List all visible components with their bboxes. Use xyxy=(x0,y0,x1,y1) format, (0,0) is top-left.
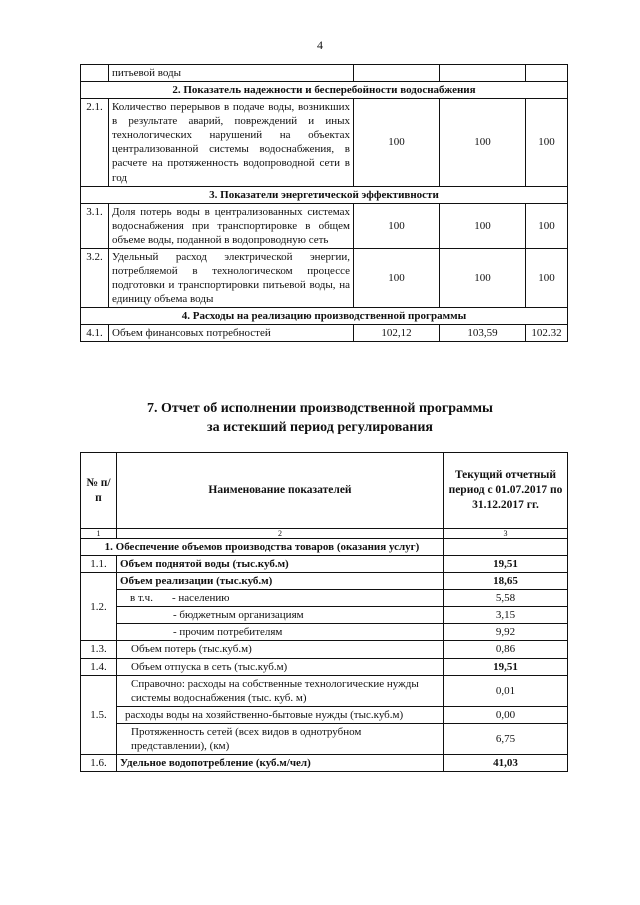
header-num: № п/п xyxy=(81,453,117,529)
table-cell: питьевой воды xyxy=(109,65,354,82)
indicator-value: 3,15 xyxy=(444,607,568,624)
indicator-value: 100 xyxy=(354,248,440,307)
table-row xyxy=(81,325,568,342)
table-row xyxy=(81,99,568,186)
table-row xyxy=(81,641,568,658)
table-row xyxy=(81,65,568,82)
indicator-name: Протяженность сетей (всех видов в однотрубном представлении), (км) xyxy=(117,723,444,754)
table-row xyxy=(81,755,568,772)
indicator-value: 100 xyxy=(526,248,568,307)
table-row xyxy=(81,706,568,723)
section-title: 2. Показатель надежности и бесперебойности водоснабжения xyxy=(81,82,568,99)
indicator-value: 100 xyxy=(354,203,440,248)
row-number: 1.2. xyxy=(81,573,117,641)
row-number: 4.1. xyxy=(81,325,109,342)
indicator-name: Количество перерывов в подаче воды, возникших в результате аварий, повреждений и иных технологических нарушений на объектах централизованной системы водоснабжения, в расчете на протяженность водопроводной сети в год xyxy=(109,99,354,186)
indicator-name: Объем отпуска в сеть (тыс.куб.м) xyxy=(117,658,444,675)
indicator-value: 100 xyxy=(526,99,568,186)
column-number: 3 xyxy=(444,529,568,539)
header-row xyxy=(81,453,568,529)
indicator-name: Объем поднятой воды (тыс.куб.м) xyxy=(117,556,444,573)
table-cell xyxy=(81,65,109,82)
indicator-value: 102.32 xyxy=(526,325,568,342)
table-row xyxy=(81,723,568,754)
table-row xyxy=(81,624,568,641)
indicator-value: 9,92 xyxy=(444,624,568,641)
row-number: 1.5. xyxy=(81,675,117,754)
indicator-name: Удельное водопотребление (куб.м/чел) xyxy=(117,755,444,772)
heading-line: за истекший период регулирования xyxy=(207,419,433,435)
indicator-name: Удельный расход электрической энергии, потребляемой в технологическом процессе подготовки и транспортировки питьевой воды, на единицу объема воды xyxy=(109,248,354,307)
row-number: 3.2. xyxy=(81,248,109,307)
table-row xyxy=(81,556,568,573)
indicator-subitem: - прочим потребителям xyxy=(117,624,444,641)
row-number: 1.6. xyxy=(81,755,117,772)
table-row xyxy=(81,658,568,675)
row-number: 2.1. xyxy=(81,99,109,186)
header-name: Наименование показателей xyxy=(117,453,444,529)
table-cell xyxy=(440,65,526,82)
indicator-value: 41,03 xyxy=(444,755,568,772)
row-number: 1.3. xyxy=(81,641,117,658)
page-number: 4 xyxy=(317,38,323,52)
table-cell xyxy=(354,65,440,82)
indicator-name: Доля потерь воды в централизованных системах водоснабжения при транспортировке в общем объеме воды, поданной в водопроводную сеть xyxy=(109,203,354,248)
column-number: 1 xyxy=(81,529,117,539)
section-row xyxy=(81,186,568,203)
table-row xyxy=(81,203,568,248)
indicator-subitem xyxy=(117,590,444,607)
header-period: Текущий отчетный период с 01.07.2017 по 31.12.2017 гг. xyxy=(444,453,568,529)
table-row xyxy=(81,590,568,607)
table-row xyxy=(81,607,568,624)
indicator-name: Справочно: расходы на собственные технологические нужды системы водоснабжения (тыс. куб. м) xyxy=(117,675,444,706)
section-row xyxy=(81,308,568,325)
section-title: 1. Обеспечение объемов производства товаров (оказания услуг) xyxy=(81,539,444,556)
indicator-name: Объем финансовых потребностей xyxy=(109,325,354,342)
indicator-subitem: - бюджетным организациям xyxy=(117,607,444,624)
indicator-value: 0,01 xyxy=(444,675,568,706)
report-table xyxy=(80,452,568,772)
heading-line: 7. Отчет об исполнении производственной программы xyxy=(146,401,493,416)
indicator-value: 100 xyxy=(440,203,526,248)
row-number: 1.4. xyxy=(81,658,117,675)
section-row xyxy=(81,82,568,99)
indicator-value: 5,58 xyxy=(444,590,568,607)
indicator-value: 19,51 xyxy=(444,556,568,573)
indicators-table xyxy=(80,64,568,342)
indicator-value: 19,51 xyxy=(444,658,568,675)
indicator-value: 102,12 xyxy=(354,325,440,342)
column-number: 2 xyxy=(117,529,444,539)
indicator-value: 0,86 xyxy=(444,641,568,658)
indicator-name: Объем реализации (тыс.куб.м) xyxy=(117,573,444,590)
table-cell xyxy=(444,539,568,556)
indicator-value: 103,59 xyxy=(440,325,526,342)
row-number: 3.1. xyxy=(81,203,109,248)
row-number: 1.1. xyxy=(81,556,117,573)
table-row xyxy=(81,248,568,307)
indicator-value: 100 xyxy=(354,99,440,186)
indicator-value: 18,65 xyxy=(444,573,568,590)
section-row xyxy=(81,539,568,556)
table-cell xyxy=(526,65,568,82)
indicator-name: расходы воды на хозяйственно-бытовые нужды (тыс.куб.м) xyxy=(117,706,444,723)
indicator-value: 6,75 xyxy=(444,723,568,754)
section-title: 3. Показатели энергетической эффективности xyxy=(81,186,568,203)
indicator-name: Объем потерь (тыс.куб.м) xyxy=(117,641,444,658)
indicator-value: 0,00 xyxy=(444,706,568,723)
subitem-prefix: в т.ч. xyxy=(130,592,153,605)
subitem-label: - населению xyxy=(172,592,230,605)
table-row xyxy=(81,573,568,590)
column-numbers-row xyxy=(81,529,568,539)
indicator-value: 100 xyxy=(440,248,526,307)
section-heading xyxy=(0,400,640,438)
section-title: 4. Расходы на реализацию производственной программы xyxy=(81,308,568,325)
indicator-value: 100 xyxy=(440,99,526,186)
indicator-value: 100 xyxy=(526,203,568,248)
table-row xyxy=(81,675,568,706)
